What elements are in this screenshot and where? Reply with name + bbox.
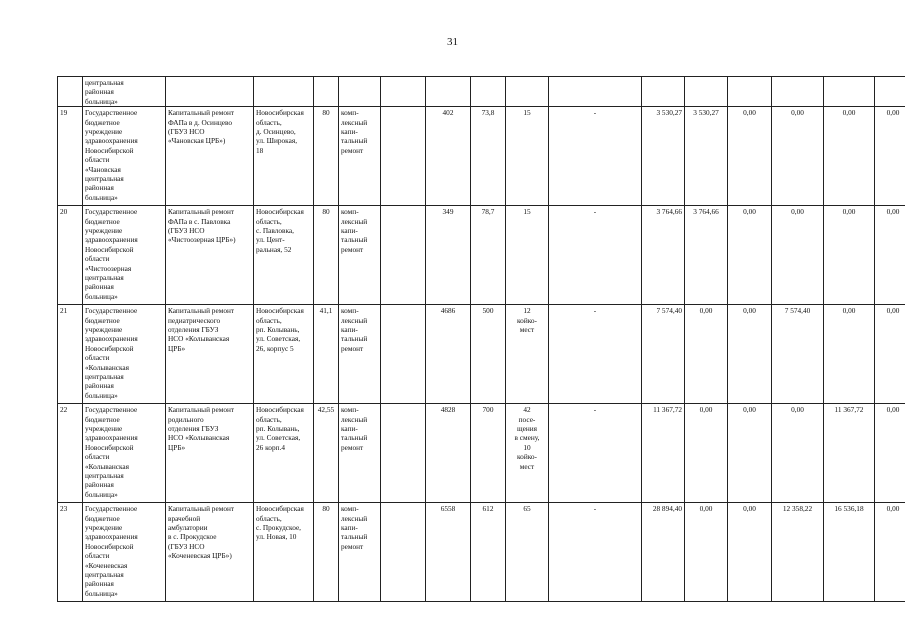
cell-object: Капитальный ремонт ФАПа в с. Павловка (ГБУЗ НСО «Чистоозерная ЦРБ») xyxy=(166,206,254,305)
cell-institution: Государственное бюджетное учреждение здравоохранения Новосибирской области «Чистоозерная центральная районная больница» xyxy=(83,206,166,305)
cell-c15: 0,00 xyxy=(824,305,875,404)
cell-num: 23 xyxy=(58,503,83,602)
cell-c8 xyxy=(471,77,506,107)
cell-institution: центральная районная больница» xyxy=(83,77,166,107)
cell-c13 xyxy=(728,77,772,107)
cell-c11: 3 530,27 xyxy=(642,107,685,206)
cell-work: комп- лексный капи- тальный ремонт xyxy=(339,404,381,503)
cell-c11: 3 764,66 xyxy=(642,206,685,305)
cell-c14: 0,00 xyxy=(772,404,824,503)
cell-c15: 16 536,18 xyxy=(824,503,875,602)
cell-c8: 78,7 xyxy=(471,206,506,305)
cell-institution: Государственное бюджетное учреждение здравоохранения Новосибирской области «Колыванская центральная районная больница» xyxy=(83,404,166,503)
cell-c10: - xyxy=(549,107,642,206)
cell-c6 xyxy=(381,305,426,404)
cell-c7: 4828 xyxy=(426,404,471,503)
cell-num: 21 xyxy=(58,305,83,404)
cell-c14: 0,00 xyxy=(772,206,824,305)
cell-c15: 0,00 xyxy=(824,206,875,305)
cell-num xyxy=(58,77,83,107)
cell-work: комп- лексный капи- тальный ремонт xyxy=(339,206,381,305)
cell-c11 xyxy=(642,77,685,107)
cell-c4: 80 xyxy=(314,107,339,206)
cell-c10 xyxy=(549,77,642,107)
cell-c13: 0,00 xyxy=(728,503,772,602)
page-number: 31 xyxy=(447,36,458,48)
cell-object xyxy=(166,77,254,107)
cell-c16 xyxy=(875,77,905,107)
cell-c12: 0,00 xyxy=(685,305,728,404)
cell-c14: 7 574,40 xyxy=(772,305,824,404)
cell-c9: 15 xyxy=(506,107,549,206)
cell-address: Новосибирская область, рп. Колывань, ул. Советская, 26, корпус 5 xyxy=(254,305,314,404)
table-row-continuation xyxy=(58,77,905,107)
cell-c16: 0,00 xyxy=(875,107,905,206)
cell-object: Капитальный ремонт педиатрического отделения ГБУЗ НСО «Колыванская ЦРБ» xyxy=(166,305,254,404)
cell-c6 xyxy=(381,107,426,206)
cell-num: 19 xyxy=(58,107,83,206)
cell-c12: 0,00 xyxy=(685,404,728,503)
cell-institution: Государственное бюджетное учреждение здравоохранения Новосибирской области «Чановская центральная районная больница» xyxy=(83,107,166,206)
cell-c4: 80 xyxy=(314,206,339,305)
table-row xyxy=(58,206,905,305)
cell-c7 xyxy=(426,77,471,107)
cell-c14: 0,00 xyxy=(772,107,824,206)
cell-c16: 0,00 xyxy=(875,404,905,503)
cell-c9 xyxy=(506,77,549,107)
table-row xyxy=(58,107,905,206)
cell-c11: 28 894,40 xyxy=(642,503,685,602)
cell-c16: 0,00 xyxy=(875,503,905,602)
cell-c12 xyxy=(685,77,728,107)
cell-work: комп- лексный капи- тальный ремонт xyxy=(339,503,381,602)
cell-c10: - xyxy=(549,305,642,404)
cell-c15: 0,00 xyxy=(824,107,875,206)
cell-num: 22 xyxy=(58,404,83,503)
cell-c6 xyxy=(381,404,426,503)
cell-c4: 80 xyxy=(314,503,339,602)
cell-c9: 12 койко- мест xyxy=(506,305,549,404)
table-row xyxy=(58,404,905,503)
cell-institution: Государственное бюджетное учреждение здравоохранения Новосибирской области «Колыванская центральная районная больница» xyxy=(83,305,166,404)
cell-c4 xyxy=(314,77,339,107)
cell-c4: 41,1 xyxy=(314,305,339,404)
capital-repair-table xyxy=(57,76,905,602)
cell-c11: 11 367,72 xyxy=(642,404,685,503)
cell-c15: 11 367,72 xyxy=(824,404,875,503)
cell-object: Капитальный ремонт ФАПа в д. Осинцево (ГБУЗ НСО «Чановская ЦРБ») xyxy=(166,107,254,206)
cell-num: 20 xyxy=(58,206,83,305)
cell-c6 xyxy=(381,503,426,602)
cell-c13: 0,00 xyxy=(728,305,772,404)
table-row xyxy=(58,305,905,404)
cell-c11: 7 574,40 xyxy=(642,305,685,404)
cell-c12: 0,00 xyxy=(685,503,728,602)
cell-institution: Государственное бюджетное учреждение здравоохранения Новосибирской области «Коченевская центральная районная больница» xyxy=(83,503,166,602)
cell-c14: 12 358,22 xyxy=(772,503,824,602)
cell-work: комп- лексный капи- тальный ремонт xyxy=(339,305,381,404)
table-row xyxy=(58,503,905,602)
cell-work: комп- лексный капи- тальный ремонт xyxy=(339,107,381,206)
cell-c12: 3 530,27 xyxy=(685,107,728,206)
cell-c15 xyxy=(824,77,875,107)
cell-c10: - xyxy=(549,206,642,305)
cell-c6 xyxy=(381,206,426,305)
cell-c9: 65 xyxy=(506,503,549,602)
cell-c12: 3 764,66 xyxy=(685,206,728,305)
cell-c7: 6558 xyxy=(426,503,471,602)
cell-object: Капитальный ремонт врачебной амбулатории в с. Прокудское (ГБУЗ НСО «Коченевская ЦРБ») xyxy=(166,503,254,602)
cell-c10: - xyxy=(549,503,642,602)
cell-address: Новосибирская область, с. Павловка, ул. Цент- ральная, 52 xyxy=(254,206,314,305)
cell-address: Новосибирская область, д. Осинцево, ул. Широкая, 18 xyxy=(254,107,314,206)
cell-c6 xyxy=(381,77,426,107)
cell-c8: 500 xyxy=(471,305,506,404)
cell-c16: 0,00 xyxy=(875,305,905,404)
cell-address: Новосибирская область, с. Прокудское, ул. Новая, 10 xyxy=(254,503,314,602)
cell-c9: 42 посе- щения в смену, 10 койко- мест xyxy=(506,404,549,503)
cell-c14 xyxy=(772,77,824,107)
cell-work xyxy=(339,77,381,107)
cell-c7: 349 xyxy=(426,206,471,305)
cell-c8: 73,8 xyxy=(471,107,506,206)
cell-c10: - xyxy=(549,404,642,503)
cell-c8: 612 xyxy=(471,503,506,602)
cell-c13: 0,00 xyxy=(728,206,772,305)
cell-object: Капитальный ремонт родильного отделения ГБУЗ НСО «Колыванская ЦРБ» xyxy=(166,404,254,503)
cell-c9: 15 xyxy=(506,206,549,305)
cell-c8: 700 xyxy=(471,404,506,503)
cell-c4: 42,55 xyxy=(314,404,339,503)
cell-address: Новосибирская область, рп. Колывань, ул. Советская, 26 корп.4 xyxy=(254,404,314,503)
cell-c7: 402 xyxy=(426,107,471,206)
cell-address xyxy=(254,77,314,107)
cell-c7: 4686 xyxy=(426,305,471,404)
cell-c16: 0,00 xyxy=(875,206,905,305)
cell-c13: 0,00 xyxy=(728,404,772,503)
cell-c13: 0,00 xyxy=(728,107,772,206)
